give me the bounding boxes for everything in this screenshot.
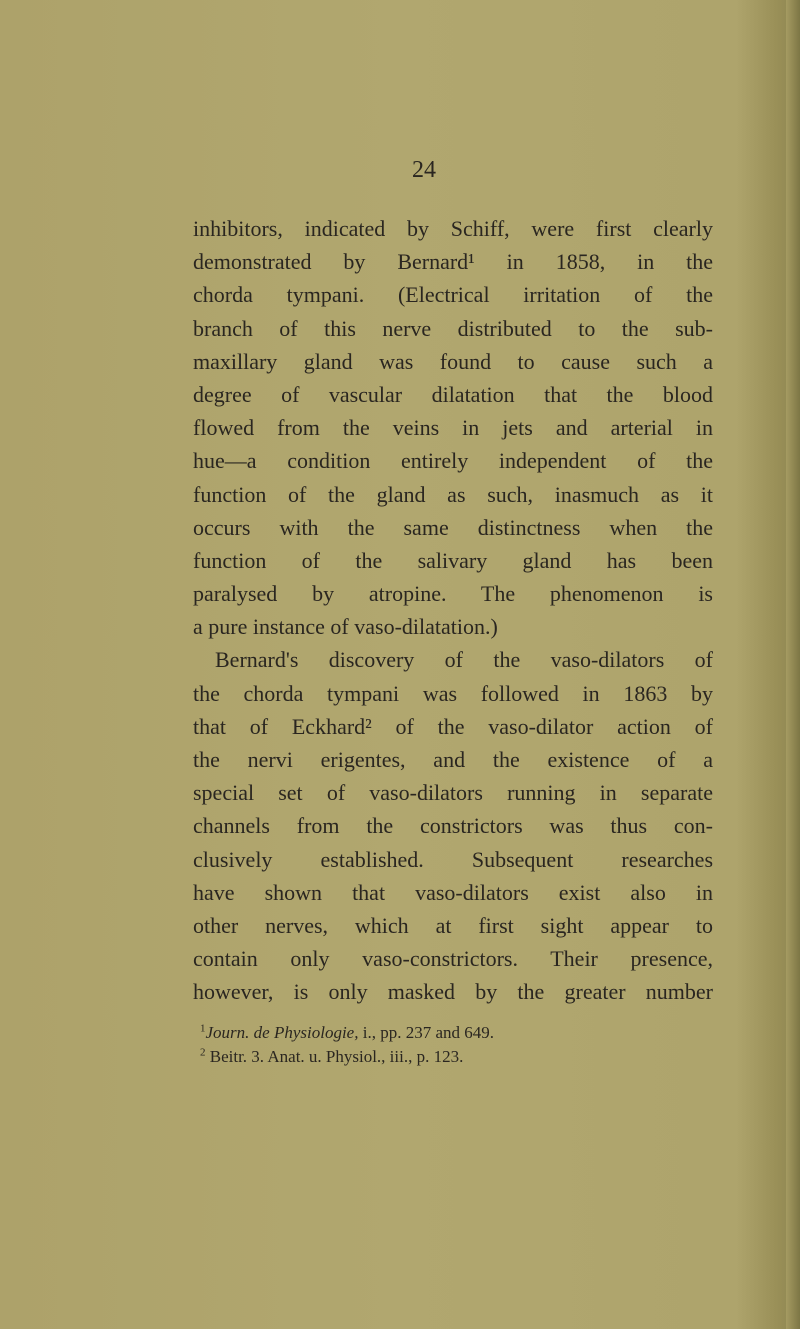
text-line: flowed from the veins in jets and arterial in	[193, 415, 713, 441]
text-line: a pure instance of vaso-dilatation.)	[193, 614, 498, 640]
text-line: the chorda tympani was followed in 1863 by	[193, 680, 713, 706]
text-line: special set of vaso-dilators running in separate	[193, 780, 713, 806]
text-line: however, is only masked by the greater number	[193, 979, 713, 1005]
page-number: 24	[412, 157, 436, 183]
footnote-text: Beitr. 3. Anat. u. Physiol., iii., p. 123.	[205, 1047, 464, 1066]
text-line: function of the gland as such, inasmuch as it	[193, 481, 713, 507]
text-line: channels from the constrictors was thus con-	[193, 813, 713, 839]
text-line: degree of vascular dilatation that the blood	[193, 381, 713, 407]
text-line: the nervi erigentes, and the existence of a	[193, 747, 713, 772]
text-line: maxillary gland was found to cause such a	[193, 348, 713, 374]
text-line: demonstrated by Bernard¹ in 1858, in the	[193, 249, 713, 275]
footnote-2	[200, 1046, 463, 1068]
footnote-mark: 2	[200, 1046, 206, 1059]
text-line: have shown that vaso-dilators exist also in	[193, 879, 713, 905]
text-line: Bernard's discovery of the vaso-dilators of	[215, 647, 713, 673]
footnote-journal: Journ. de Physiologie,	[205, 1023, 359, 1042]
footnote-1	[200, 1022, 494, 1044]
footnote-mark: 1	[200, 1022, 206, 1035]
text-line: occurs with the same distinctness when the	[193, 514, 713, 540]
text-line: clusively established. Subsequent researches	[193, 846, 713, 872]
text-line: inhibitors, indicated by Schiff, were first clearly	[193, 216, 713, 241]
footnote-text: i., pp. 237 and 649.	[358, 1023, 494, 1042]
text-line: chorda tympani. (Electrical irritation of the	[193, 282, 713, 308]
text-line: paralysed by atropine. The phenomenon is	[193, 581, 713, 607]
page-edge	[786, 0, 800, 1329]
body-text	[193, 212, 713, 1009]
text-line: contain only vaso-constrictors. Their presence,	[193, 946, 713, 972]
text-line: hue—a condition entirely independent of the	[193, 448, 713, 474]
text-line: function of the salivary gland has been	[193, 547, 713, 573]
text-line: branch of this nerve distributed to the sub-	[193, 315, 713, 341]
text-line: other nerves, which at first sight appear to	[193, 912, 713, 938]
text-line: that of Eckhard² of the vaso-dilator action of	[193, 713, 713, 739]
